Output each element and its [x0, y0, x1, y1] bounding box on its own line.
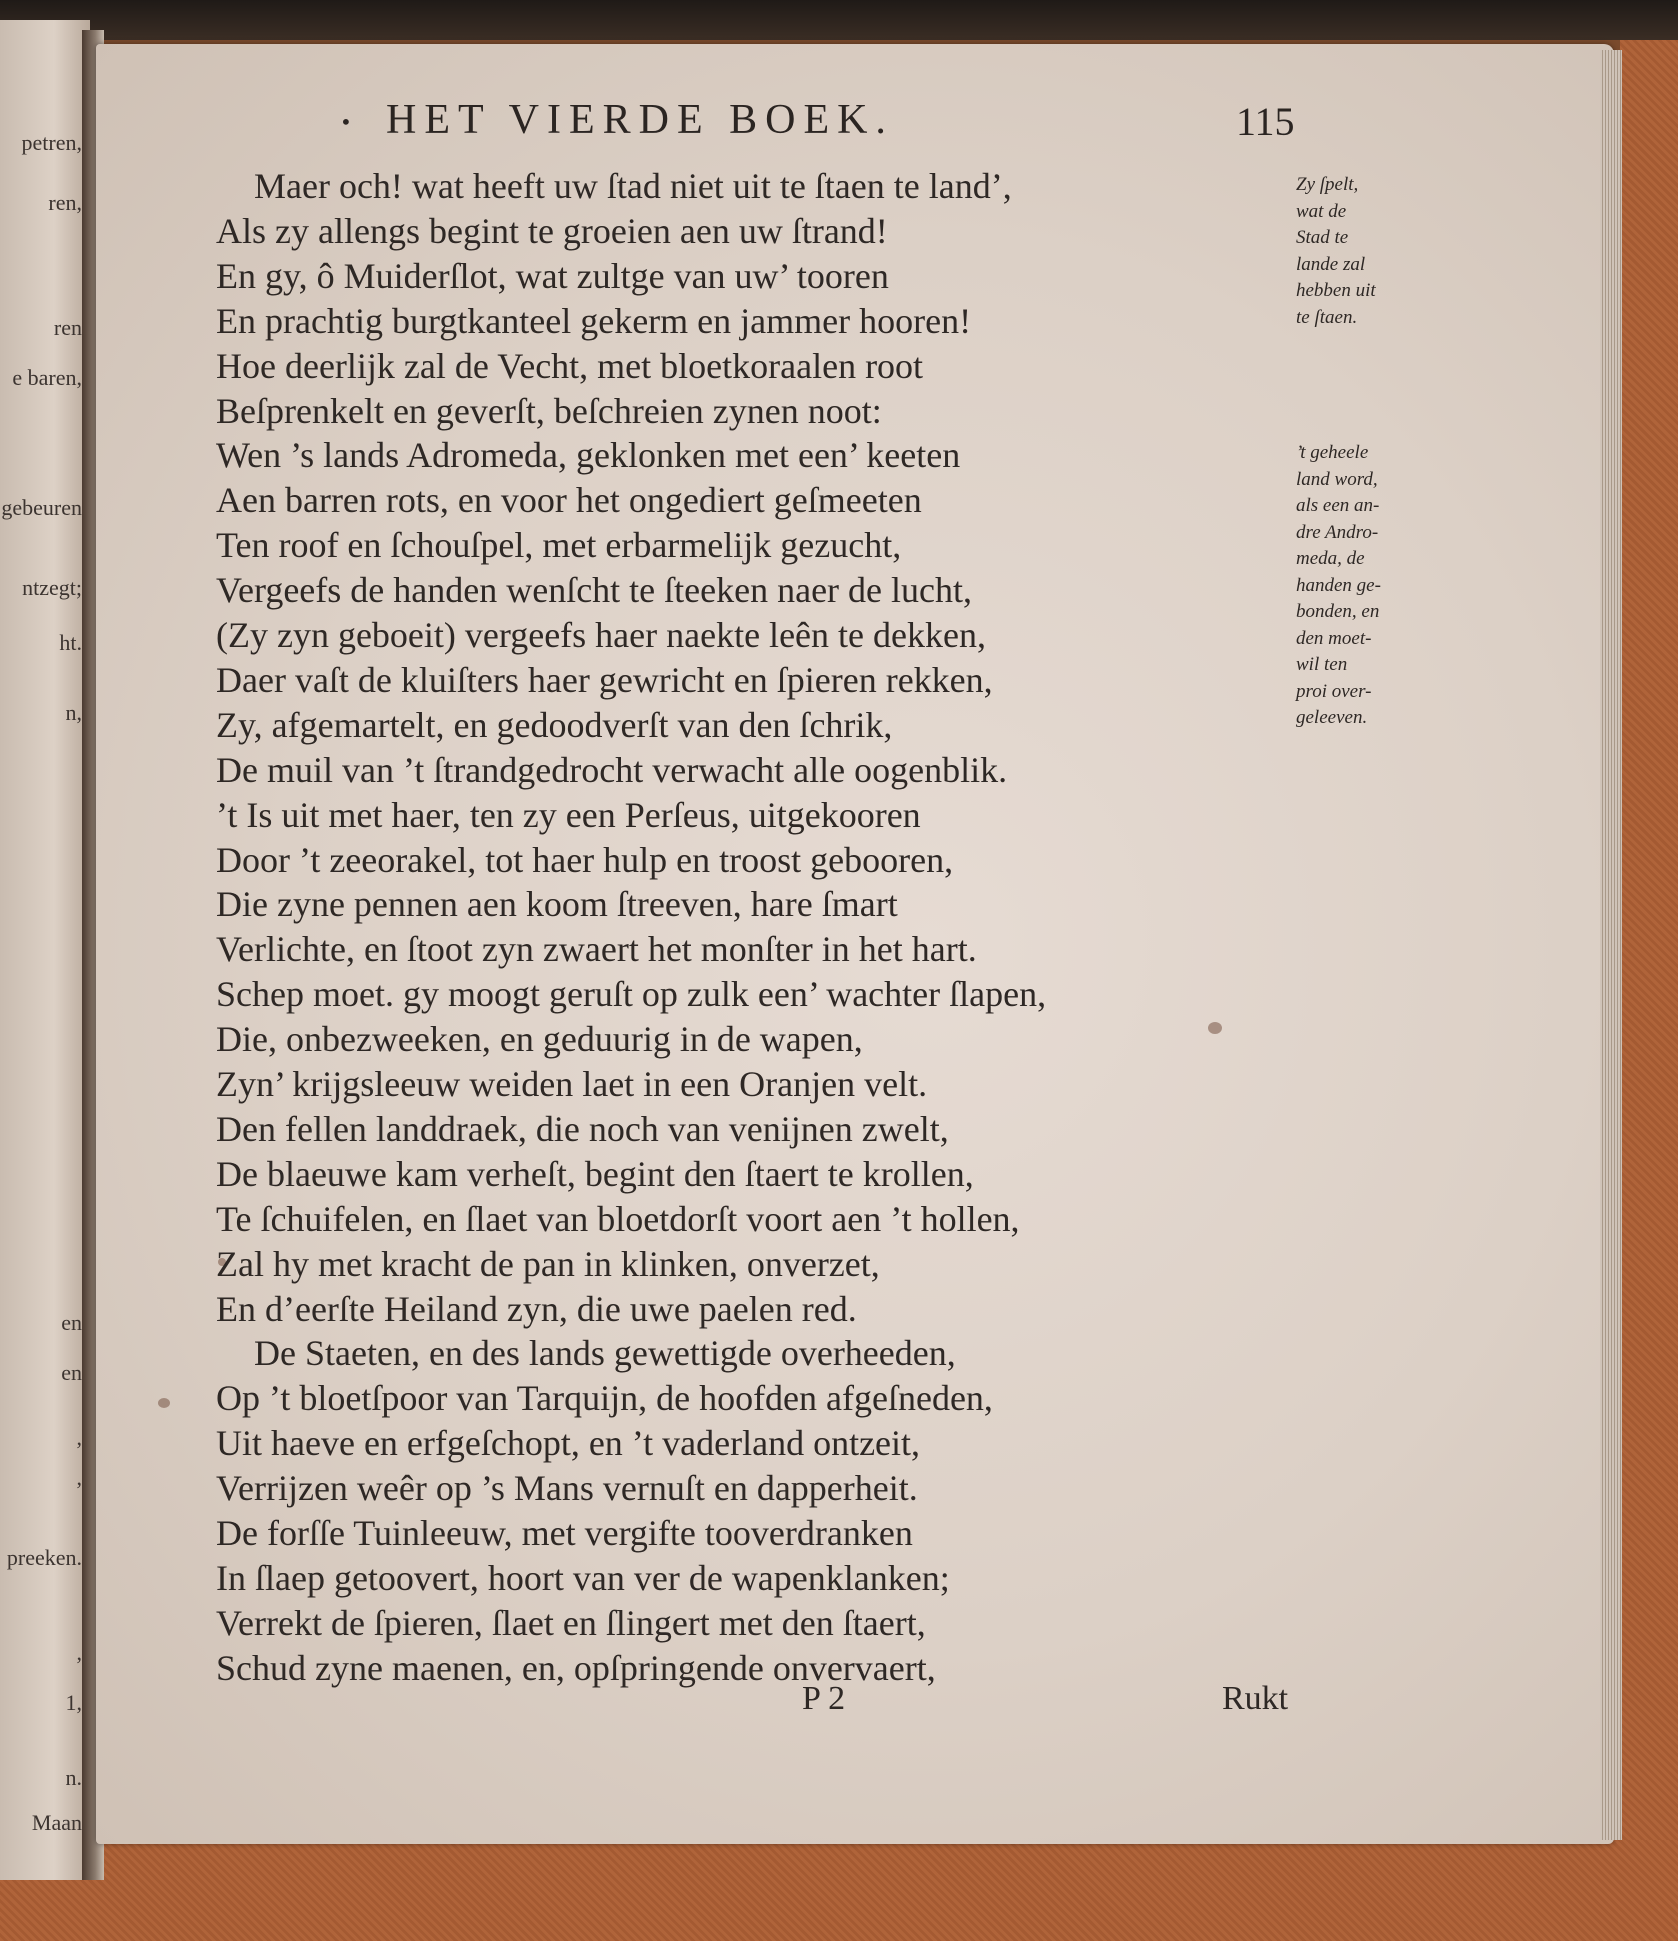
verse-line: Door ’t zeeorakel, tot haer hulp en troost gebooren,: [216, 839, 954, 880]
verse-line: Als zy allengs begint te groeien aen uw ſtrand!: [216, 210, 888, 251]
margin-note-line: Stad te: [1296, 227, 1349, 248]
previous-page-text-fragment: en: [61, 1310, 82, 1335]
verse-line: Zyn’ krijgsleeuw weiden laet in een Oranjen velt.: [216, 1064, 928, 1104]
margin-note-line: ’t geheele: [1296, 442, 1369, 463]
verse-line: Daer vaſt de kluiſters haer gewricht en ſpieren rekken,: [216, 659, 993, 700]
verse-line: Den fellen landdraek, die noch van venijnen zwelt,: [216, 1108, 949, 1149]
verse-line: De Staeten, en des lands gewettigde overheeden,: [254, 1333, 956, 1374]
verse-line: Schud zyne maenen, en, opſpringende onvervaert,: [216, 1647, 936, 1688]
previous-page-text-fragment: en: [61, 1360, 82, 1385]
foxing-spot: [1208, 1022, 1222, 1034]
verse-line: In ſlaep getoovert, hoort van ver de wapenklanken;: [216, 1557, 950, 1598]
previous-page-text-fragment: 1,: [65, 1690, 82, 1715]
verse-line: Hoe deerlijk zal de Vecht, met bloetkoraalen root: [216, 345, 924, 386]
running-title: HET VIERDE BOEK.: [386, 97, 894, 143]
verse-line: De blaeuwe kam verheſt, begint den ſtaert te krollen,: [216, 1153, 974, 1194]
verse-line: En d’eerſte Heiland zyn, die uwe paelen red.: [216, 1288, 857, 1329]
verse-line: Wen ’s lands Adromeda, geklonken met een’ keeten: [216, 435, 961, 476]
verse-line: Schep moet. gy moogt geruſt op zulk een’ wachter ſlapen,: [216, 974, 1047, 1015]
margin-note-line: den moet-: [1296, 627, 1372, 649]
margin-note-line: land word,: [1296, 468, 1378, 490]
verse-line: En gy, ô Muiderſlot, wat zultge van uw’ tooren: [216, 255, 889, 296]
previous-page-text-fragment: e baren,: [12, 365, 82, 390]
margin-note-line: hebben uit: [1296, 280, 1376, 301]
verse-line: ’t Is uit met haer, ten zy een Perſeus, uitgekooren: [216, 794, 921, 835]
margin-note-line: geleeven.: [1296, 707, 1368, 728]
margin-note-line: meda, de: [1296, 548, 1365, 569]
verse-line: Die zyne pennen aen koom ſtreeven, hare ſmart: [216, 884, 898, 925]
margin-note-line: lande zal: [1296, 253, 1366, 275]
verse-line: Te ſchuifelen, en ſlaet van bloetdorſt voort aen ’t hollen,: [216, 1198, 1020, 1239]
verse-line: (Zy zyn geboeit) vergeefs haer naekte leên te dekken,: [216, 615, 986, 655]
signature-mark: P 2: [802, 1680, 846, 1717]
previous-page-text-fragment: n,: [65, 700, 82, 725]
margin-note-line: te ſtaen.: [1296, 306, 1358, 328]
previous-page-text-fragment: ren: [53, 315, 82, 340]
margin-note-line: wil ten: [1296, 654, 1348, 675]
verse-line: Vergeefs de handen wenſcht te ſteeken naer de lucht,: [216, 570, 972, 611]
catchword: Rukt: [1222, 1680, 1289, 1717]
verse-line: Zy, afgemartelt, en gedoodverſt van den ſchrik,: [216, 704, 893, 745]
previous-page-text-fragment: Maan: [31, 1810, 82, 1835]
previous-page-text-fragment: n.: [65, 1765, 82, 1790]
previous-page-text-fragment: ntzegt;: [22, 575, 82, 600]
previous-page-text-fragment: ,: [76, 1465, 82, 1490]
verse-line: Die, onbezweeken, en geduurig in de wapen,: [216, 1019, 863, 1060]
verse-line: De muil van ’t ſtrandgedrocht verwacht alle oogenblik.: [216, 749, 1008, 790]
verse-line: Verrijzen weêr op ’s Mans vernuſt en dapperheit.: [216, 1468, 918, 1509]
verse-line: Op ’t bloetſpoor van Tarquijn, de hoofden afgeſneden,: [216, 1378, 993, 1419]
verse-line: Aen barren rots, en voor het ongediert geſmeeten: [216, 480, 922, 521]
binding-cloth-right: [1620, 40, 1678, 1840]
previous-page-edge: [0, 20, 90, 1880]
margin-note-line: bonden, en: [1296, 601, 1380, 622]
previous-page-text-fragment: ,: [76, 1425, 82, 1450]
page-stack-edge: [1600, 50, 1622, 1840]
page-number: 115: [1236, 99, 1295, 144]
foxing-spot: [158, 1398, 170, 1408]
previous-page-text-fragment: gebeuren: [1, 495, 82, 520]
previous-page-text-fragment: ren,: [48, 190, 82, 215]
verse-line: Uit haeve en erfgeſchopt, en ’t vaderland ontzeit,: [216, 1423, 921, 1464]
header-ornament: •: [340, 110, 352, 134]
previous-page-text-fragment: ht.: [59, 630, 82, 655]
verse-line: En prachtig burgtkanteel gekerm en jammer hooren!: [216, 300, 972, 341]
verse-line: Beſprenkelt en geverſt, beſchreien zynen noot:: [216, 390, 882, 431]
margin-note-line: dre Andro-: [1296, 521, 1379, 543]
previous-page-text-fragment: preeken.: [6, 1545, 82, 1570]
verse-line: De forſſe Tuinleeuw, met vergifte tooverdranken: [216, 1513, 913, 1553]
verse-line: Ten roof en ſchouſpel, met erbarmelijk gezucht,: [216, 525, 902, 566]
margin-note-line: Zy ſpelt,: [1296, 174, 1359, 195]
background-top-edge: [0, 0, 1678, 40]
margin-note-line: als een an-: [1296, 495, 1380, 516]
previous-page-text-fragment: petren,: [21, 130, 82, 155]
margin-note-line: handen ge-: [1296, 574, 1381, 596]
previous-page-text-fragment: ,: [76, 1640, 82, 1665]
margin-note-line: wat de: [1296, 200, 1347, 222]
verse-line: Maer och! wat heeft uw ſtad niet uit te ſtaen te land’,: [254, 166, 1012, 206]
verse-line: Verlichte, en ſtoot zyn zwaert het monſter in het hart.: [216, 929, 977, 970]
verse-line: Zal hy met kracht de pan in klinken, onverzet,: [216, 1243, 880, 1284]
verse-line: Verrekt de ſpieren, ſlaet en ſlingert met den ſtaert,: [216, 1602, 926, 1643]
margin-note-line: proi over-: [1296, 680, 1372, 702]
